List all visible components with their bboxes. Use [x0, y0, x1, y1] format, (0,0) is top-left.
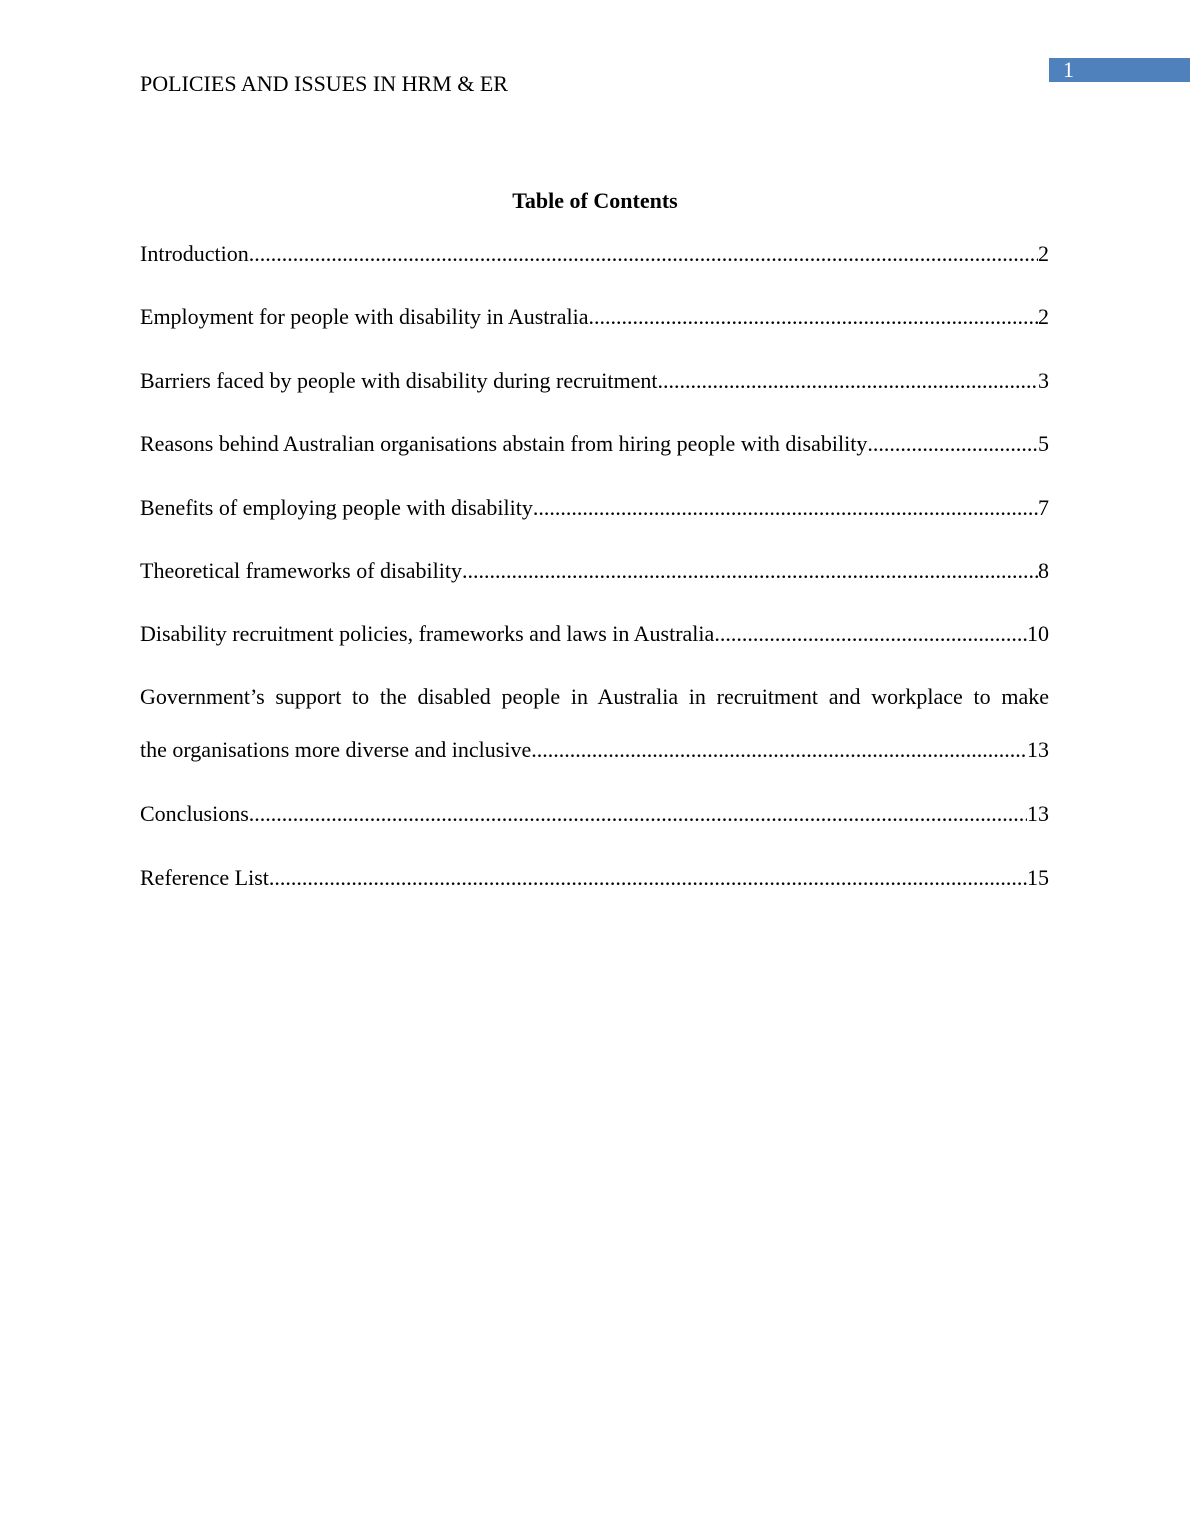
toc-entry-label: Reasons behind Australian organisations abstain from hiring people with disability — [140, 431, 868, 456]
dot-leader — [462, 558, 1038, 584]
dot-leader — [249, 241, 1038, 267]
toc-entry-introduction[interactable] — [140, 241, 1049, 267]
toc-entry-page: 7 — [1038, 495, 1049, 520]
toc-entry-page: 3 — [1038, 368, 1049, 393]
toc-entry-label: Theoretical frameworks of disability — [140, 558, 462, 583]
dot-leader — [867, 431, 1038, 457]
toc-entry-page: 2 — [1038, 304, 1049, 329]
toc-entry-benefits[interactable] — [140, 495, 1049, 521]
toc-entry-label-line2: the organisations more diverse and inclusive — [140, 737, 532, 762]
toc-entry-page: 13 — [1027, 737, 1049, 762]
toc-entry-label: Introduction — [140, 241, 249, 266]
page-number: 1 — [1063, 57, 1074, 82]
toc-entry-recruitment-policies[interactable] — [140, 621, 1049, 647]
toc-entry-label: Employment for people with disability in Australia — [140, 304, 589, 329]
toc-title: Table of Contents — [512, 188, 678, 213]
dot-leader — [533, 495, 1038, 521]
page-number-box — [1049, 58, 1190, 82]
dot-leader — [714, 621, 1027, 647]
toc-entry-label: Disability recruitment policies, frameworks and laws in Australia — [140, 621, 715, 646]
toc-entry-label-line1: Government’s support to the disabled people in Australia in recruitment and workplace to make — [140, 684, 1049, 709]
running-header: POLICIES AND ISSUES IN HRM & ER — [140, 71, 508, 96]
dot-leader — [249, 801, 1027, 827]
toc-entry-page: 13 — [1027, 801, 1049, 826]
dot-leader — [269, 865, 1027, 891]
toc-entry-page: 8 — [1038, 558, 1049, 583]
toc-entry-label: Conclusions — [140, 801, 249, 826]
toc-entry-page: 15 — [1027, 865, 1049, 890]
toc-entry-label: Reference List — [140, 865, 269, 890]
dot-leader — [531, 737, 1027, 763]
toc-entry-reasons[interactable] — [140, 431, 1049, 457]
dot-leader — [589, 304, 1039, 330]
toc-entry-conclusions[interactable] — [140, 801, 1049, 827]
toc-entry-label: Benefits of employing people with disability — [140, 495, 533, 520]
toc-entry-barriers[interactable] — [140, 368, 1049, 394]
toc-entry-page: 10 — [1027, 621, 1049, 646]
toc-entry-reference-list[interactable] — [140, 865, 1049, 891]
toc-entry-employment[interactable] — [140, 304, 1049, 330]
toc-entry-page: 5 — [1038, 431, 1049, 456]
toc-entry-label: Barriers faced by people with disability during recruitment — [140, 368, 658, 393]
dot-leader — [657, 368, 1038, 394]
toc-entry-page: 2 — [1038, 241, 1049, 266]
toc-entry-theoretical-frameworks[interactable] — [140, 558, 1049, 584]
